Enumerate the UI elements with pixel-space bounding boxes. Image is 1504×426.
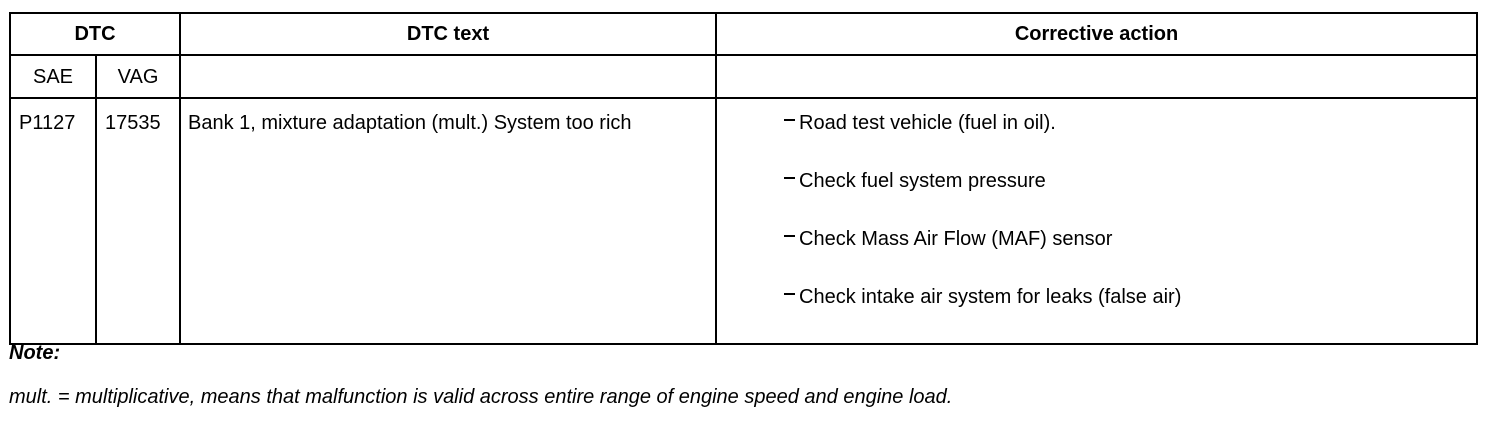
cell-corrective-actions — [716, 98, 1477, 344]
action-text: Check intake air system for leaks (false air) — [799, 286, 1182, 308]
note-text: mult. = multiplicative, means that malfunction is valid across entire range of engine speed and engine load. — [9, 386, 953, 408]
list-item — [781, 111, 1470, 169]
header-dtc-text: DTC text — [180, 13, 716, 55]
cell-sae-code: P1127 — [10, 98, 96, 344]
dash-bullet — [784, 235, 795, 237]
dtc-table — [9, 12, 1478, 345]
list-item — [781, 227, 1470, 285]
note-label: Note: — [9, 342, 61, 364]
subheader-row — [10, 55, 1477, 98]
header-dtc: DTC — [10, 13, 180, 55]
action-text: Check Mass Air Flow (MAF) sensor — [799, 228, 1113, 250]
cell-vag-code: 17535 — [96, 98, 180, 344]
subheader-sae: SAE — [10, 55, 96, 98]
header-row — [10, 13, 1477, 55]
action-text: Check fuel system pressure — [799, 170, 1046, 192]
dash-bullet — [784, 293, 795, 295]
subheader-vag: VAG — [96, 55, 180, 98]
action-list — [723, 111, 1470, 343]
subheader-empty-text — [180, 55, 716, 98]
cell-dtc-text: Bank 1, mixture adaptation (mult.) System too rich — [180, 98, 716, 344]
list-item — [781, 285, 1470, 343]
subheader-empty-action — [716, 55, 1477, 98]
dash-bullet — [784, 177, 795, 179]
dash-bullet — [784, 119, 795, 121]
list-item — [781, 169, 1470, 227]
table-row — [10, 98, 1477, 344]
header-corrective-action: Corrective action — [716, 13, 1477, 55]
action-text: Road test vehicle (fuel in oil). — [799, 112, 1056, 134]
